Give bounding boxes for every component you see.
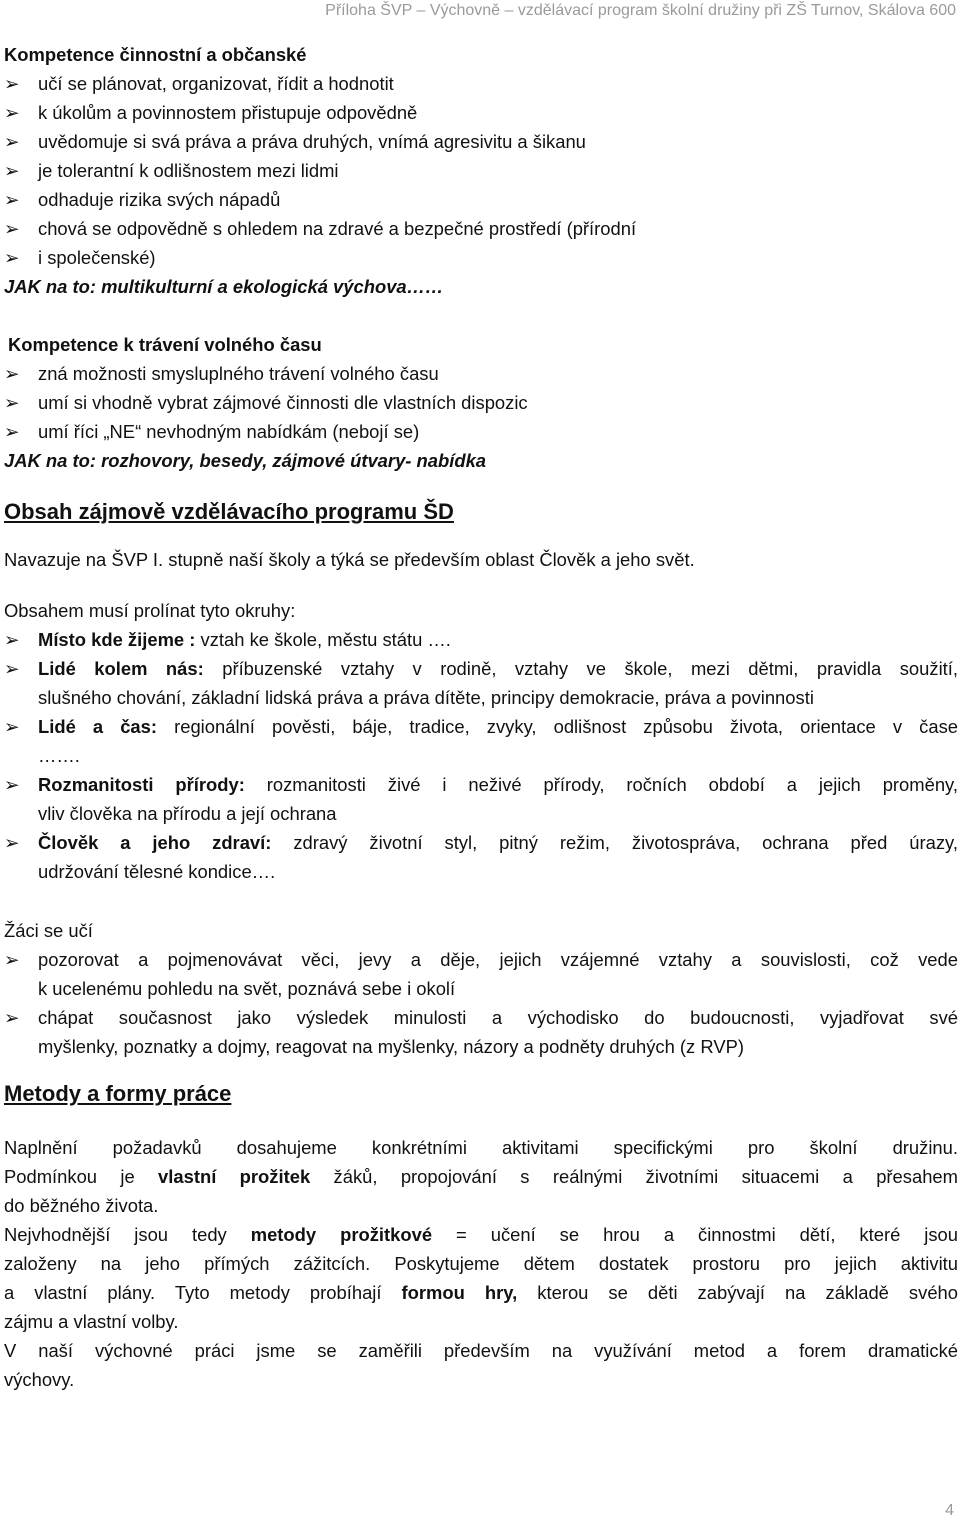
obsah-lead: Obsahem musí prolínat tyto okruhy: — [4, 600, 296, 621]
list-item: ➢ umí říci „NE“ nevhodným nabídkám (nebojí se) — [4, 417, 958, 446]
list-item: ➢ chápat současnost jako výsledek minulosti a východisko do budoucnosti, vyjadřovat své myšlenky, poznatky a dojmy, reagovat na myšlenky, názory a podněty druhých (z RVP) — [4, 1003, 958, 1061]
bullet-arrow-icon: ➢ — [4, 73, 20, 94]
free-time-list — [4, 359, 958, 446]
bullet-arrow-icon: ➢ — [4, 421, 20, 442]
page-content — [4, 40, 958, 1394]
zaci-list — [4, 945, 958, 1061]
bullet-arrow-icon: ➢ — [4, 716, 20, 737]
list-item: ➢ uvědomuje si svá práva a práva druhých, vnímá agresivitu a šikanu — [4, 127, 958, 156]
list-item: ➢ pozorovat a pojmenovávat věci, jevy a děje, jejich vzájemné vztahy a souvislosti, což vede k ucelenému pohledu na svět, poznává sebe i okolí — [4, 945, 958, 1003]
spacer — [4, 574, 958, 596]
paragraph-metody-2: Nejvhodnější jsou tedy metody prožitkové = učení se hrou a činnostmi dětí, které jsou založeny na jeho přímých zážitcích. Poskytujeme dětem dostatek prostoru pro jejich aktivitu a vlastní plány. Tyto metody probíhají formou hry, kterou se děti zabývají na základě svého zájmu a vlastní volby. — [4, 1224, 959, 1332]
spacer — [4, 886, 958, 916]
heading-obsah: Obsah zájmově vzdělávacího programu ŠD — [4, 499, 454, 524]
list-item: ➢ umí si vhodně vybrat zájmové činnosti dle vlastních dispozic — [4, 388, 958, 417]
paragraph-metody-3: V naší výchovné práci jsme se zaměřili především na využívání metod a forem dramatické výchovy. — [4, 1340, 958, 1390]
how-to-civic: JAK na to: multikulturní a ekologická výchova…… — [4, 276, 444, 297]
bullet-arrow-icon: ➢ — [4, 832, 20, 853]
bullet-arrow-icon: ➢ — [4, 131, 20, 152]
civic-list — [4, 69, 958, 272]
bullet-arrow-icon: ➢ — [4, 363, 20, 384]
bullet-arrow-icon: ➢ — [4, 949, 20, 970]
list-item: ➢ zná možnosti smysluplného trávení volného času — [4, 359, 958, 388]
topic-item: ➢ Lidé a čas: regionální pověsti, báje, tradice, zvyky, odlišnost způsobu života, orientace v čase ……. — [4, 712, 958, 770]
bullet-arrow-icon: ➢ — [4, 392, 20, 413]
bullet-arrow-icon: ➢ — [4, 160, 20, 181]
bullet-arrow-icon: ➢ — [4, 658, 20, 679]
section-title-free-time: Kompetence k trávení volného času — [8, 334, 322, 355]
bullet-arrow-icon: ➢ — [4, 102, 20, 123]
bullet-arrow-icon: ➢ — [4, 629, 20, 650]
paragraph-metody-1: Naplnění požadavků dosahujeme konkrétními aktivitami specifickými pro školní družinu. Podmínkou je vlastní prožitek žáků, propojování s reálnými životními situacemi a přesahem do běžného života. — [4, 1137, 958, 1216]
topic-item: ➢ Místo kde žijeme : vztah ke škole, městu státu …. — [4, 625, 958, 654]
heading-metody: Metody a formy práce — [4, 1081, 232, 1106]
topic-item: ➢ Člověk a jeho zdraví: zdravý životní styl, pitný režim, životospráva, ochrana před úrazy, udržování tělesné kondice…. — [4, 828, 958, 886]
list-item: ➢ je tolerantní k odlišnostem mezi lidmi — [4, 156, 958, 185]
bullet-arrow-icon: ➢ — [4, 774, 20, 795]
how-to-free-time: JAK na to: rozhovory, besedy, zájmové útvary- nabídka — [4, 450, 487, 471]
bullet-arrow-icon: ➢ — [4, 1007, 20, 1028]
topic-item: ➢ Lidé kolem nás: příbuzenské vztahy v rodině, vztahy ve škole, mezi dětmi, pravidla soužití, slušného chování, základní lidská práva a práva dítěte, principy demokracie, práva a povinnosti — [4, 654, 958, 712]
zaci-title: Žáci se učí — [4, 920, 93, 941]
list-item: ➢ odhaduje rizika svých nápadů — [4, 185, 958, 214]
obsah-intro: Navazuje na ŠVP I. stupně naší školy a týká se především oblast Člověk a jeho svět. — [4, 549, 695, 570]
bullet-arrow-icon: ➢ — [4, 247, 20, 268]
list-item: ➢ chová se odpovědně s ohledem na zdravé a bezpečné prostředí (přírodní — [4, 214, 958, 243]
list-item: ➢ i společenské) — [4, 243, 958, 272]
section-title-civic: Kompetence činnostní a občanské — [4, 44, 307, 65]
bullet-arrow-icon: ➢ — [4, 189, 20, 210]
page-header: Příloha ŠVP – Výchovně – vzdělávací program školní družiny při ZŠ Turnov, Skálova 600 — [325, 2, 956, 19]
page-number: 4 — [945, 1502, 954, 1519]
list-item: ➢ učí se plánovat, organizovat, řídit a hodnotit — [4, 69, 958, 98]
spacer — [4, 301, 958, 330]
topic-item: ➢ Rozmanitosti přírody: rozmanitosti živé i neživé přírody, ročních období a jejich proměny, vliv člověka na přírodu a její ochrana — [4, 770, 958, 828]
topics-list — [4, 625, 958, 886]
bullet-arrow-icon: ➢ — [4, 218, 20, 239]
list-item: ➢ k úkolům a povinnostem přistupuje odpovědně — [4, 98, 958, 127]
